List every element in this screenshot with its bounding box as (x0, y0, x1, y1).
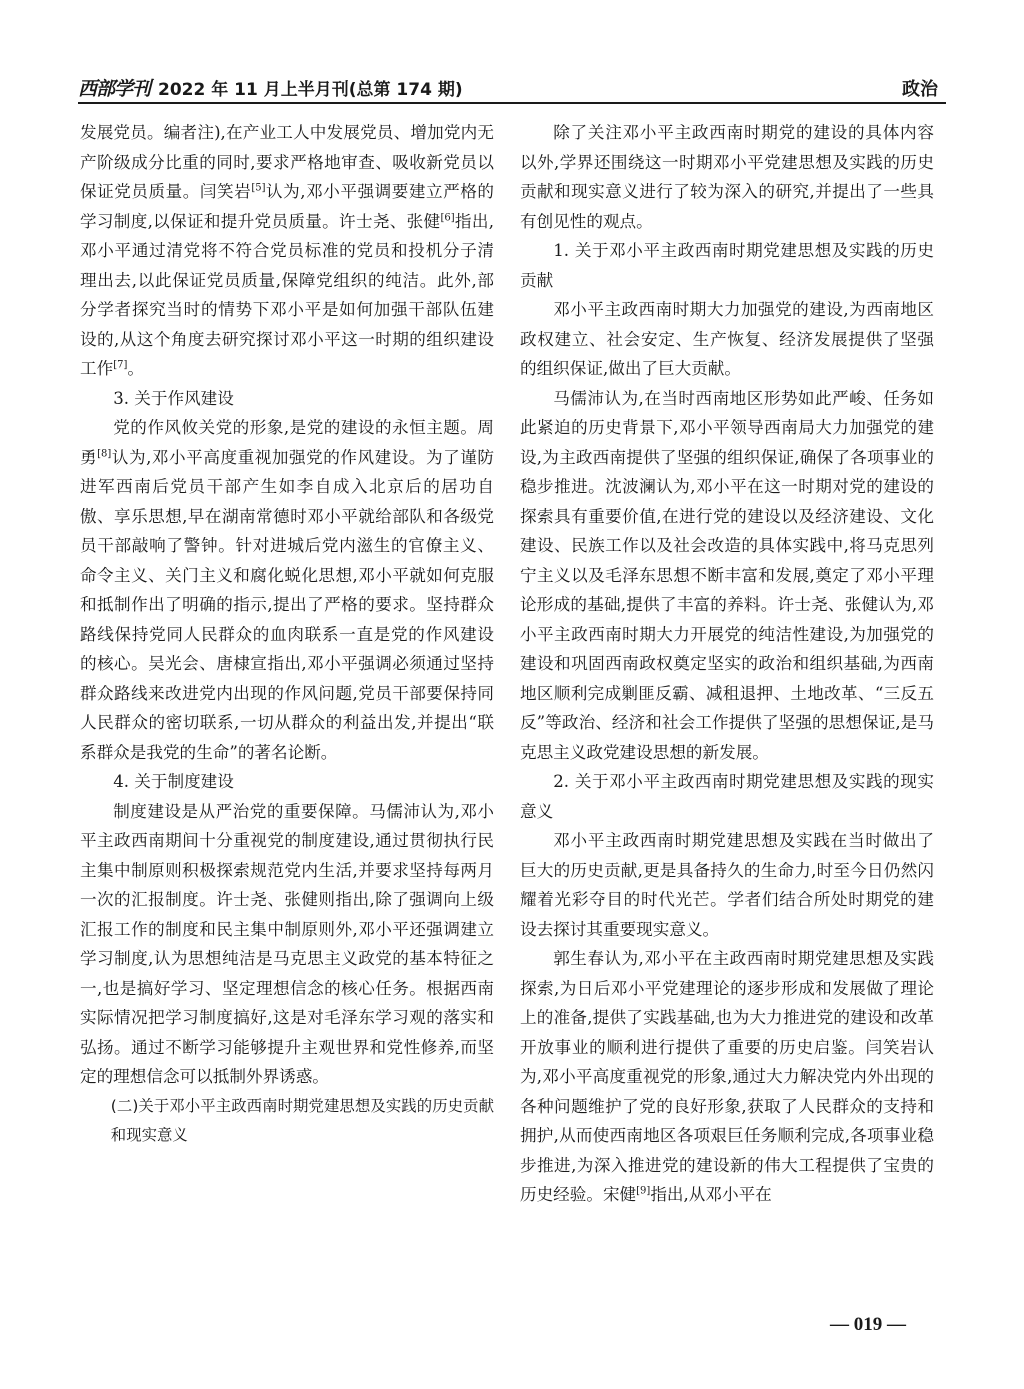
paragraph: 马儒沛认为,在当时西南地区形势如此严峻、任务如此紧迫的历史背景下,邓小平领导西南局大力加强党的建设,为主政西南提供了坚强的组织保证,确保了各项事业的稳步推进。沈波澜认为,邓小平在这一时期对党的建设的探索具有重要价值,在进行党的建设以及经济建设、文化建设、民族工作以及社会改造的具体实践中,将马克思列宁主义以及毛泽东思想不断丰富和发展,奠定了邓小平理论形成的基础,提供了丰富的养料。许士尧、张健认为,邓小平主政西南时期大力开展党的纯洁性建设,为加强党的建设和巩固西南政权奠定坚实的政治和组织基础,为西南地区顺利完成剿匪反霸、减租退押、土地改革、“三反五反”等政治、经济和社会工作提供了坚强的思想保证,是马克思主义政党建设思想的新发展。 (520, 388, 934, 762)
paragraph: 邓小平主政西南时期党建思想及实践在当时做出了巨大的历史贡献,更是具备持久的生命力,时至今日仍然闪耀着光彩夺目的时代光芒。学者们结合所处时期党的建设去探讨其重要现实意义。 (520, 831, 934, 939)
right-column (520, 118, 934, 1210)
paragraph: 发展党员。编者注),在产业工人中发展党员、增加党内无产阶级成分比重的同时,要求严格地审查、吸收新党员以保证党员质量。闫笑岩[5]认为,邓小平强调要建立严格的学习制度,以保证和提升党员质量。许士尧、张健[6]指出,邓小平通过清党将不符合党员标准的党员和投机分子清理出去,以此保证党员质量,保障党组织的纯洁。此外,部分学者探究当时的情势下邓小平是如何加强干部队伍建设的,从这个角度去研究探讨邓小平这一时期的组织建设工作[7]。 (80, 123, 495, 378)
left-column (80, 118, 494, 1151)
subsection-heading: (二)关于邓小平主政西南时期党建思想及实践的历史贡献和现实意义 (110, 1096, 494, 1144)
section-heading: 4. 关于制度建设 (113, 772, 234, 791)
journal-logo: 西部学刊 (78, 78, 151, 100)
paragraph: 除了关注邓小平主政西南时期党的建设的具体内容以外,学界还围绕这一时期邓小平党建思想及实践的历史贡献和现实意义进行了较为深入的研究,并提出了一些具有创见性的观点。 (520, 123, 934, 231)
paragraph: 制度建设是从严治党的重要保障。马儒沛认为,邓小平主政西南期间十分重视党的制度建设,通过贯彻执行民主集中制原则积极探索规范党内生活,并要求坚持每两月一次的汇报制度。许士尧、张健则指出,除了强调向上级汇报工作的制度和民主集中制原则外,邓小平还强调建立学习制度,认为思想纯洁是马克思主义政党的基本特征之一,也是搞好学习、坚定理想信念的核心任务。根据西南实际情况把学习制度搞好,这是对毛泽东学习观的落实和弘扬。通过不断学习能够提升主观世界和党性修养,而坚定的理想信念可以抵制外界诱惑。 (80, 801, 494, 1086)
paragraph: 党的作风攸关党的形象,是党的建设的永恒主题。周勇[8]认为,邓小平高度重视加强党的作风建设。为了谨防进军西南后党员干部产生如李自成入北京后的居功自傲、享乐思想,早在湖南常德时邓小平就给部队和各级党员干部敲响了警钟。针对进城后党内滋生的官僚主义、命令主义、关门主义和腐化蜕化思想,邓小平就如何克服和抵制作出了明确的指示,提出了严格的要求。坚持群众路线保持党同人民群众的血肉联系一直是党的作风建设的核心。吴光会、唐棣宣指出,邓小平强调必须通过坚持群众路线来改进党内出现的作风问题,党员干部要保持同人民群众的密切联系,一切从群众的利益出发,并提出“联系群众是我党的生命”的著名论断。 (80, 418, 495, 762)
page-header (78, 70, 946, 104)
section-heading: 1. 关于邓小平主政西南时期党建思想及实践的历史贡献 (520, 241, 934, 290)
paragraph: 郭生春认为,邓小平在主政西南时期党建思想及实践探索,为日后邓小平党建理论的逐步形成和发展做了理论上的准备,提供了实践基础,也为大力推进党的建设和改革开放事业的顺利进行提供了重要的历史启鉴。闫笑岩认为,邓小平高度重视党的形象,通过大力解决党内外出现的各种问题维护了党的良好形象,获取了人民群众的支持和拥护,从而使西南地区各项艰巨任务顺利完成,各项事业稳步推进,为深入推进党的建设新的伟大工程提供了宝贵的历史经验。宋健[9]指出,从邓小平在 (520, 949, 934, 1204)
journal-issue: 2022 年 11 月上半月刊(总第 174 期) (158, 80, 463, 100)
paragraph: 邓小平主政西南时期大力加强党的建设,为西南地区政权建立、社会安定、生产恢复、经济发展提供了坚强的组织保证,做出了巨大贡献。 (520, 300, 934, 378)
section-heading: 2. 关于邓小平主政西南时期党建思想及实践的现实意义 (520, 772, 934, 821)
section-heading: 3. 关于作风建设 (113, 388, 234, 408)
page-number: — 019 — (830, 1314, 906, 1335)
section-name: 政治 (902, 79, 938, 100)
